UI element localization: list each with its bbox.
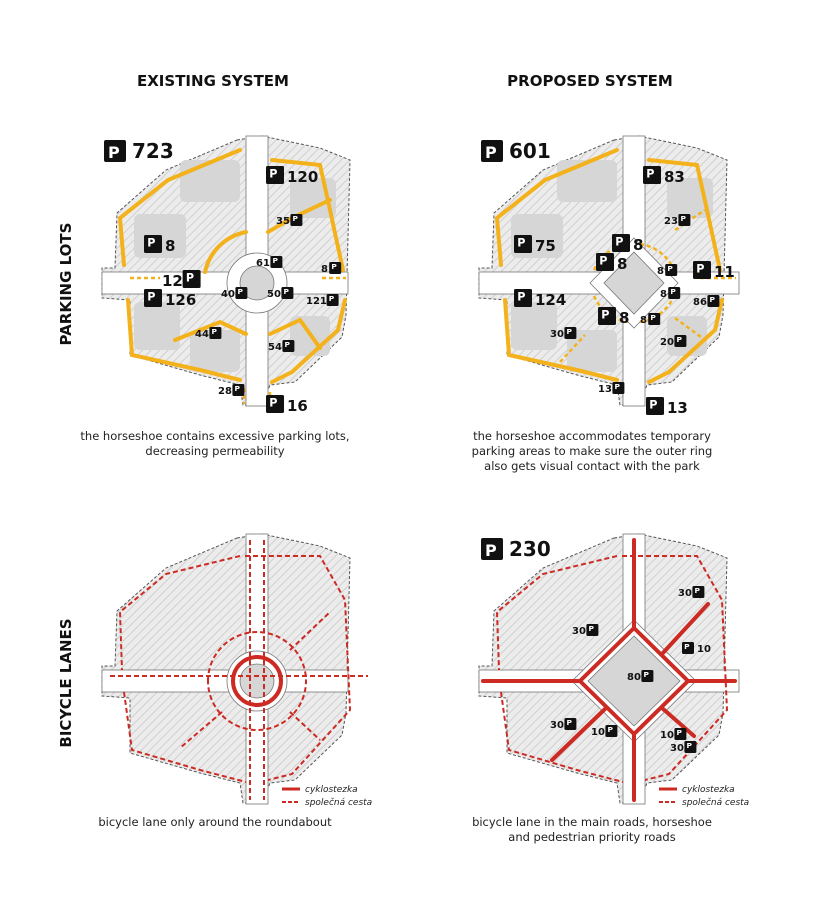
caption-line: parking areas to make sure the outer ring (471, 444, 713, 458)
parking-lot-label (598, 307, 629, 327)
svg-text:P: P (684, 642, 690, 651)
legend-spolecna-cesta: společná cesta (305, 798, 373, 808)
legend-cyklostezka: cyklostezka (682, 785, 735, 795)
svg-text:P: P (237, 287, 244, 296)
parking-lot-label (218, 384, 244, 397)
svg-text:8: 8 (321, 264, 328, 275)
svg-text:P: P (676, 335, 683, 344)
svg-text:P: P (667, 264, 673, 273)
svg-text:13: 13 (667, 399, 688, 417)
svg-text:P: P (284, 340, 291, 349)
svg-text:10: 10 (660, 730, 674, 741)
svg-text:121: 121 (306, 296, 327, 307)
caption-line: bicycle lane only around the roundabout (98, 815, 332, 829)
svg-text:P: P (272, 256, 279, 265)
caption-bicycle-existing (98, 815, 332, 829)
legend (659, 785, 749, 808)
svg-text:P: P (709, 295, 716, 304)
svg-text:35: 35 (276, 216, 290, 227)
parking-lot-label (144, 289, 196, 309)
svg-text:P: P (331, 262, 337, 271)
parking-lot-label (598, 382, 624, 395)
svg-text:P: P (292, 214, 299, 223)
row-title-parking: PARKING LOTS (57, 222, 75, 346)
parking-lot-label (627, 670, 653, 683)
parking-lot-label (572, 624, 598, 637)
svg-text:8: 8 (619, 309, 630, 327)
svg-text:P: P (147, 236, 156, 250)
caption-line: bicycle lane in the main roads, horseshoe (472, 815, 712, 829)
svg-text:P: P (694, 586, 701, 595)
panel-bicycle-proposed (479, 534, 749, 808)
svg-text:20: 20 (660, 337, 674, 348)
parking-lot-label (612, 234, 643, 254)
svg-text:40: 40 (221, 289, 235, 300)
parking-lot-label (162, 270, 201, 290)
svg-text:11: 11 (714, 263, 735, 281)
svg-text:8: 8 (640, 315, 647, 326)
svg-text:126: 126 (165, 291, 197, 309)
parking-lot-label (693, 261, 735, 281)
svg-text:80: 80 (627, 672, 641, 683)
svg-text:124: 124 (535, 291, 567, 309)
svg-text:8: 8 (657, 266, 664, 277)
svg-text:8: 8 (617, 255, 628, 273)
svg-text:P: P (234, 384, 241, 393)
svg-text:P: P (517, 290, 526, 304)
svg-text:P: P (485, 143, 497, 162)
svg-text:P: P (566, 327, 573, 336)
parking-badges (104, 139, 174, 163)
svg-text:75: 75 (535, 237, 556, 255)
svg-text:16: 16 (287, 397, 308, 415)
svg-text:P: P (615, 235, 624, 249)
bike-parking-total: 230 (509, 537, 551, 561)
parking-total-proposed: 601 (509, 139, 551, 163)
svg-text:30: 30 (550, 329, 564, 340)
parking-lot-label (657, 264, 677, 277)
svg-text:P: P (643, 670, 650, 679)
svg-text:P: P (670, 287, 676, 296)
svg-text:30: 30 (678, 588, 692, 599)
svg-text:30: 30 (550, 720, 564, 731)
parking-badges (481, 139, 551, 163)
svg-text:10: 10 (591, 727, 605, 738)
parking-lot-label (550, 718, 576, 731)
svg-text:P: P (211, 327, 218, 336)
parking-lot-label (640, 313, 660, 326)
parking-badges (481, 537, 551, 561)
legend-spolecna-cesta: společná cesta (682, 798, 750, 808)
svg-text:54: 54 (268, 342, 282, 353)
parking-lot-label (195, 327, 221, 340)
svg-text:P: P (649, 398, 658, 412)
legend-cyklostezka: cyklostezka (305, 785, 358, 795)
parking-lot-label (306, 294, 339, 307)
svg-text:P: P (517, 236, 526, 250)
svg-text:P: P (680, 214, 687, 223)
parking-lot-label (268, 340, 294, 353)
svg-text:P: P (646, 167, 655, 181)
svg-text:30: 30 (572, 626, 586, 637)
svg-text:P: P (614, 382, 621, 391)
parking-lot-label (682, 642, 711, 655)
parking-lot-label (266, 395, 308, 415)
svg-text:23: 23 (664, 216, 678, 227)
parking-lot-label (266, 166, 318, 186)
panel-bicycle-existing (102, 534, 372, 808)
panel-parking-existing (102, 136, 350, 415)
parking-lot-label (221, 287, 247, 300)
caption-line: the horseshoe accommodates temporary (473, 429, 711, 443)
svg-text:61: 61 (256, 258, 270, 269)
parking-lot-label (550, 327, 576, 340)
svg-text:30: 30 (670, 743, 684, 754)
svg-text:50: 50 (267, 289, 281, 300)
column-title-existing: EXISTING SYSTEM (137, 72, 289, 90)
parking-lot-label (514, 235, 556, 255)
svg-text:13: 13 (598, 384, 612, 395)
svg-text:P: P (566, 718, 573, 727)
panel-parking-proposed (479, 136, 739, 417)
svg-text:P: P (607, 725, 614, 734)
svg-text:P: P (269, 396, 278, 410)
parking-lot-label (596, 253, 627, 273)
district-outline (102, 534, 350, 803)
parking-lot-label (643, 166, 685, 186)
svg-text:P: P (328, 294, 335, 303)
parking-lot-label (660, 335, 686, 348)
svg-text:10: 10 (697, 644, 711, 655)
parking-lot-label (514, 289, 566, 309)
caption-line: the horseshoe contains excessive parking lots, (80, 429, 350, 443)
svg-text:P: P (650, 313, 656, 322)
parking-lot-label (670, 741, 696, 754)
svg-text:P: P (601, 308, 610, 322)
svg-text:P: P (599, 254, 608, 268)
row-title-bicycle: BICYCLE LANES (57, 618, 75, 748)
svg-text:120: 120 (287, 168, 319, 186)
svg-text:44: 44 (195, 329, 209, 340)
svg-text:P: P (108, 143, 120, 162)
roundabout-island (240, 664, 274, 698)
parking-lot-label (664, 214, 690, 227)
caption-parking-proposed (472, 429, 713, 473)
svg-text:P: P (696, 262, 705, 276)
parking-lot-label (660, 287, 680, 300)
caption-line: also gets visual contact with the park (484, 459, 700, 473)
parking-lot-label (256, 256, 282, 269)
svg-text:P: P (185, 271, 195, 285)
parking-lot-label (678, 586, 704, 599)
column-title-proposed: PROPOSED SYSTEM (507, 72, 673, 90)
parking-lot-label (144, 235, 175, 255)
caption-parking-existing (80, 429, 349, 458)
svg-text:83: 83 (664, 168, 685, 186)
caption-line: and pedestrian priority roads (508, 830, 676, 844)
parking-lot-label (660, 728, 686, 741)
svg-text:P: P (588, 624, 595, 633)
svg-text:P: P (485, 541, 497, 560)
parking-lot-label (646, 397, 688, 417)
svg-text:8: 8 (165, 237, 176, 255)
parking-lot-label (693, 295, 719, 308)
legend (282, 785, 372, 808)
parking-lot-label (267, 287, 293, 300)
caption-line: decreasing permeability (145, 444, 285, 458)
svg-text:P: P (676, 728, 683, 737)
svg-text:P: P (686, 741, 693, 750)
svg-text:P: P (147, 290, 156, 304)
svg-text:12: 12 (162, 272, 183, 290)
svg-text:P: P (283, 287, 290, 296)
parking-lot-label (276, 214, 302, 227)
svg-text:8: 8 (633, 236, 644, 254)
svg-text:8: 8 (660, 289, 667, 300)
caption-bicycle-proposed (472, 815, 712, 844)
parking-lot-label (591, 725, 617, 738)
parking-total-existing: 723 (132, 139, 174, 163)
svg-text:28: 28 (218, 386, 232, 397)
svg-text:P: P (269, 167, 278, 181)
svg-text:86: 86 (693, 297, 707, 308)
parking-lot-label (321, 262, 341, 275)
